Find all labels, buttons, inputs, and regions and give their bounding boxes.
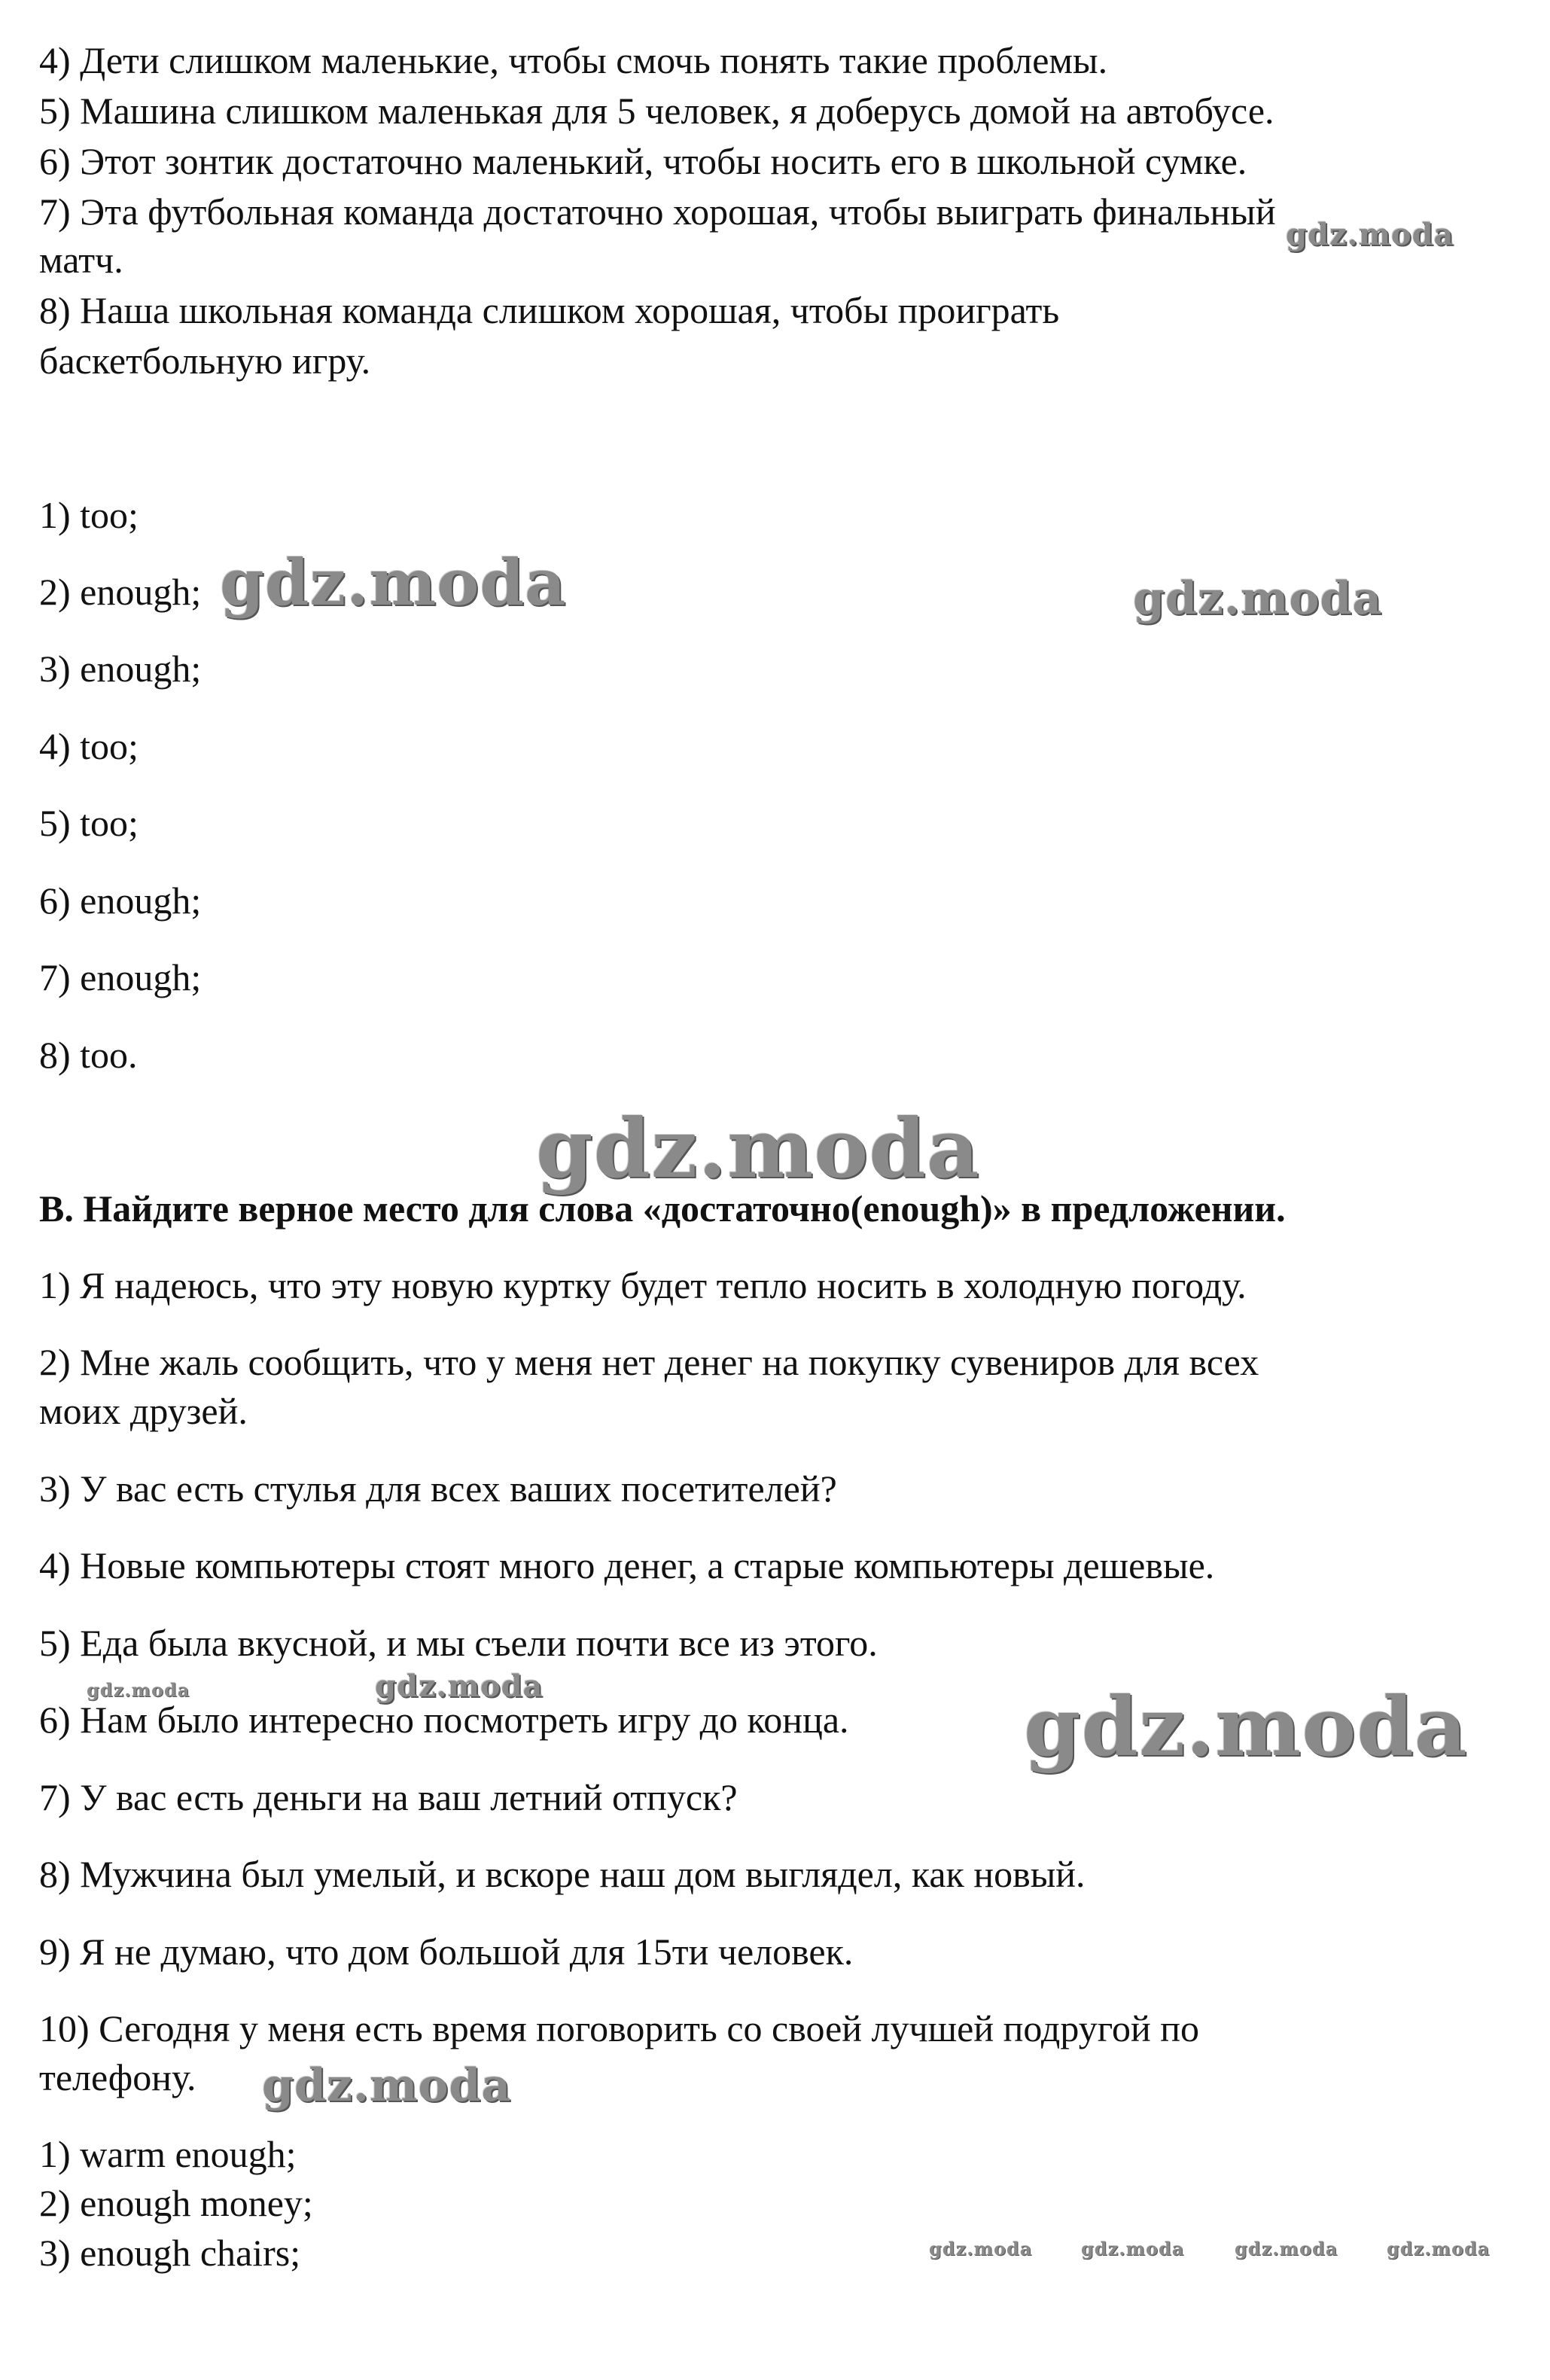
answer-a-line: 7) enough; xyxy=(39,956,202,998)
watermark: gdz.moda xyxy=(1081,2238,1185,2260)
translation-line: баскетбольную игру. xyxy=(39,340,371,382)
sentence-line: 5) Еда была вкусной, и мы съели почти все из этого. xyxy=(39,1622,878,1664)
sentence-line: 6) Нам было интересно посмотреть игру до конца. xyxy=(39,1699,849,1741)
answer-a-line: 8) too. xyxy=(39,1034,138,1076)
answer-a-line: 5) too; xyxy=(39,802,139,844)
section-b-heading: B. Найдите верное место для слова «достаточно(enough)» в предложении. xyxy=(39,1187,1286,1230)
answer-b-line: 2) enough money; xyxy=(39,2182,313,2224)
sentence-line: 2) Мне жаль сообщить, что у меня нет денег на покупку сувениров для всех xyxy=(39,1341,1259,1383)
watermark: gdz.moda xyxy=(87,1679,190,1701)
translation-line: 6) Этот зонтик достаточно маленький, чтобы носить его в школьной сумке. xyxy=(39,140,1247,182)
translation-line: 5) Машина слишком маленькая для 5 человек, я доберусь домой на автобусе. xyxy=(39,90,1274,132)
answer-a-line: 4) too; xyxy=(39,725,139,767)
answer-a-line: 1) too; xyxy=(39,494,139,536)
translation-line: матч. xyxy=(39,239,123,281)
translation-line: 7) Эта футбольная команда достаточно хорошая, чтобы выиграть финальный xyxy=(39,190,1276,233)
sentence-line: 3) У вас есть стулья для всех ваших посетителей? xyxy=(39,1467,837,1510)
translation-line: 4) Дети слишком маленькие, чтобы смочь понять такие проблемы. xyxy=(39,39,1108,81)
watermark: gdz.moda xyxy=(375,1668,544,1704)
watermark: gdz.moda xyxy=(1133,572,1383,625)
watermark: gdz.moda xyxy=(536,1102,980,1196)
watermark: gdz.moda xyxy=(1286,217,1454,252)
watermark: gdz.moda xyxy=(929,2238,1033,2260)
sentence-line: 7) У вас есть деньги на ваш летний отпуск? xyxy=(39,1776,738,1818)
sentence-line: моих друзей. xyxy=(39,1390,248,1432)
answer-a-line: 2) enough; xyxy=(39,571,202,613)
answer-b-line: 1) warm enough; xyxy=(39,2133,297,2175)
sentence-line: 4) Новые компьютеры стоят много денег, а старые компьютеры дешевые. xyxy=(39,1544,1215,1586)
watermark: gdz.moda xyxy=(1235,2238,1338,2260)
sentence-line: 10) Сегодня у меня есть время поговорить со своей лучшей подругой по xyxy=(39,2007,1199,2049)
translation-line: 8) Наша школьная команда слишком хорошая, чтобы проиграть xyxy=(39,289,1060,331)
watermark: gdz.moda xyxy=(262,2059,512,2112)
watermark: gdz.moda xyxy=(1387,2238,1491,2260)
watermark: gdz.moda xyxy=(1024,1680,1468,1775)
sentence-line: телефону. xyxy=(39,2056,196,2098)
sentence-line: 8) Мужчина был умелый, и вскоре наш дом выглядел, как новый. xyxy=(39,1853,1086,1895)
answer-a-line: 3) enough; xyxy=(39,648,202,690)
answer-a-line: 6) enough; xyxy=(39,879,202,922)
sentence-line: 9) Я не думаю, что дом большой для 15ти человек. xyxy=(39,1931,854,1973)
sentence-line: 1) Я надеюсь, что эту новую куртку будет тепло носить в холодную погоду. xyxy=(39,1264,1247,1306)
watermark: gdz.moda xyxy=(220,545,567,620)
answer-b-line: 3) enough chairs; xyxy=(39,2232,301,2274)
